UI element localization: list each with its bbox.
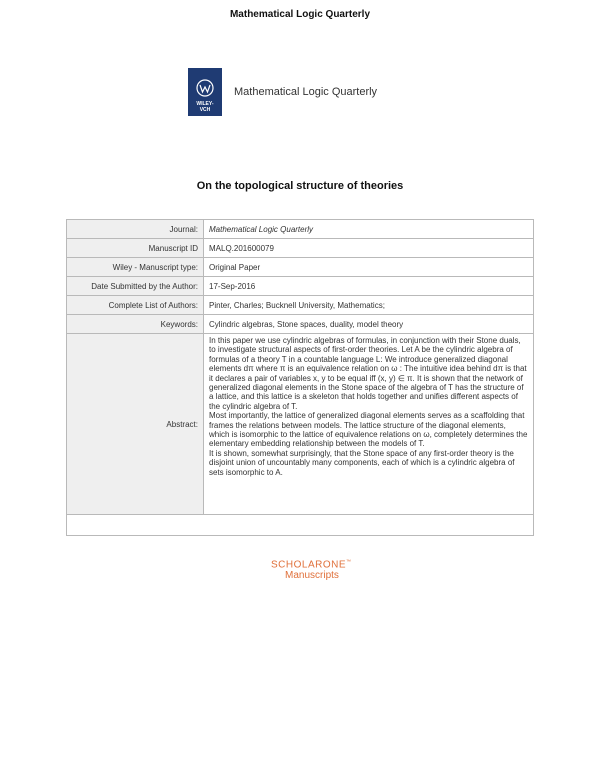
paper-title: On the topological structure of theories (196, 180, 404, 192)
abstract-paragraph: It is shown, somewhat surprisingly, that the Stone space of any first-order theory is the disjoint union of uncountably many components, each of which is a cylindric algebra of sets isomorphic to A. (209, 448, 515, 477)
trademark-symbol: ™ (346, 559, 352, 565)
logo-text-line1: WILEY- (196, 101, 214, 107)
manuscript-id-label: Manuscript ID (67, 239, 204, 258)
journal-brand (188, 68, 377, 116)
keywords-label: Keywords: (67, 315, 204, 334)
table-row (67, 277, 534, 296)
journal-label: Journal: (67, 220, 204, 239)
scholarone-logo (271, 559, 352, 581)
wiley-emblem-icon (195, 78, 215, 98)
empty-row (67, 515, 534, 536)
authors-label: Complete List of Authors: (67, 296, 204, 315)
abstract-value (204, 334, 534, 515)
abstract-paragraph: In this paper we use cylindric algebras of formulas, in conjunction with their Stone duals, to investigate structural aspects of first-order theories. Let A be the cylindric algebra of formulas of a theory T in a countable language L: We introduce generalized diagonal elements dπ where π is an equivalence relation on ω : The intuitive idea behind dπ is that it declares a pair of variables x, y to be equal iff (x, y) ∈ π. It is shown that the network of generalized diagonal elements in the Stone space of the algebra of T has the structure of a lattice, and this lattice is a skeleton that holds together and unifies different aspects of the cylindric algebra of T. (209, 336, 527, 411)
empty-cell (67, 515, 534, 536)
table-row (67, 296, 534, 315)
keywords-value: Cylindric algebras, Stone spaces, duality, model theory (204, 315, 534, 334)
date-submitted-label: Date Submitted by the Author: (67, 277, 204, 296)
journal-value: Mathematical Logic Quarterly (204, 220, 534, 239)
journal-brand-name: Mathematical Logic Quarterly (234, 86, 378, 98)
metadata-table (66, 219, 534, 536)
manuscript-type-label: Wiley - Manuscript type: (67, 258, 204, 277)
table-row (67, 334, 534, 515)
authors-value: Pinter, Charles; Bucknell University, Mathematics; (204, 296, 534, 315)
date-submitted-value: 17-Sep-2016 (204, 277, 534, 296)
wiley-vch-logo (188, 68, 222, 116)
table-row (67, 239, 534, 258)
manuscripts-text: Manuscripts (285, 570, 339, 582)
manuscript-id-value: MALQ.201600079 (204, 239, 534, 258)
table-row (67, 315, 534, 334)
table-row (67, 258, 534, 277)
running-header: Mathematical Logic Quarterly (229, 9, 371, 20)
scholarone-text: SCHOLARONE (271, 559, 347, 571)
abstract-label: Abstract: (67, 334, 204, 515)
abstract-paragraph: Most importantly, the lattice of generalized diagonal elements serves as a scaffolding that frames the relations between models. The lattice structure of the diagonal elements, which is isomorphic to the lattice of equivalence relations on ω, completely determines the elementary embedding relationship between the models of T. (209, 411, 528, 449)
scholarone-wordmark (271, 559, 352, 570)
table-row (67, 220, 534, 239)
manuscript-type-value: Original Paper (204, 258, 534, 277)
logo-text-line2: VCH (199, 107, 211, 113)
